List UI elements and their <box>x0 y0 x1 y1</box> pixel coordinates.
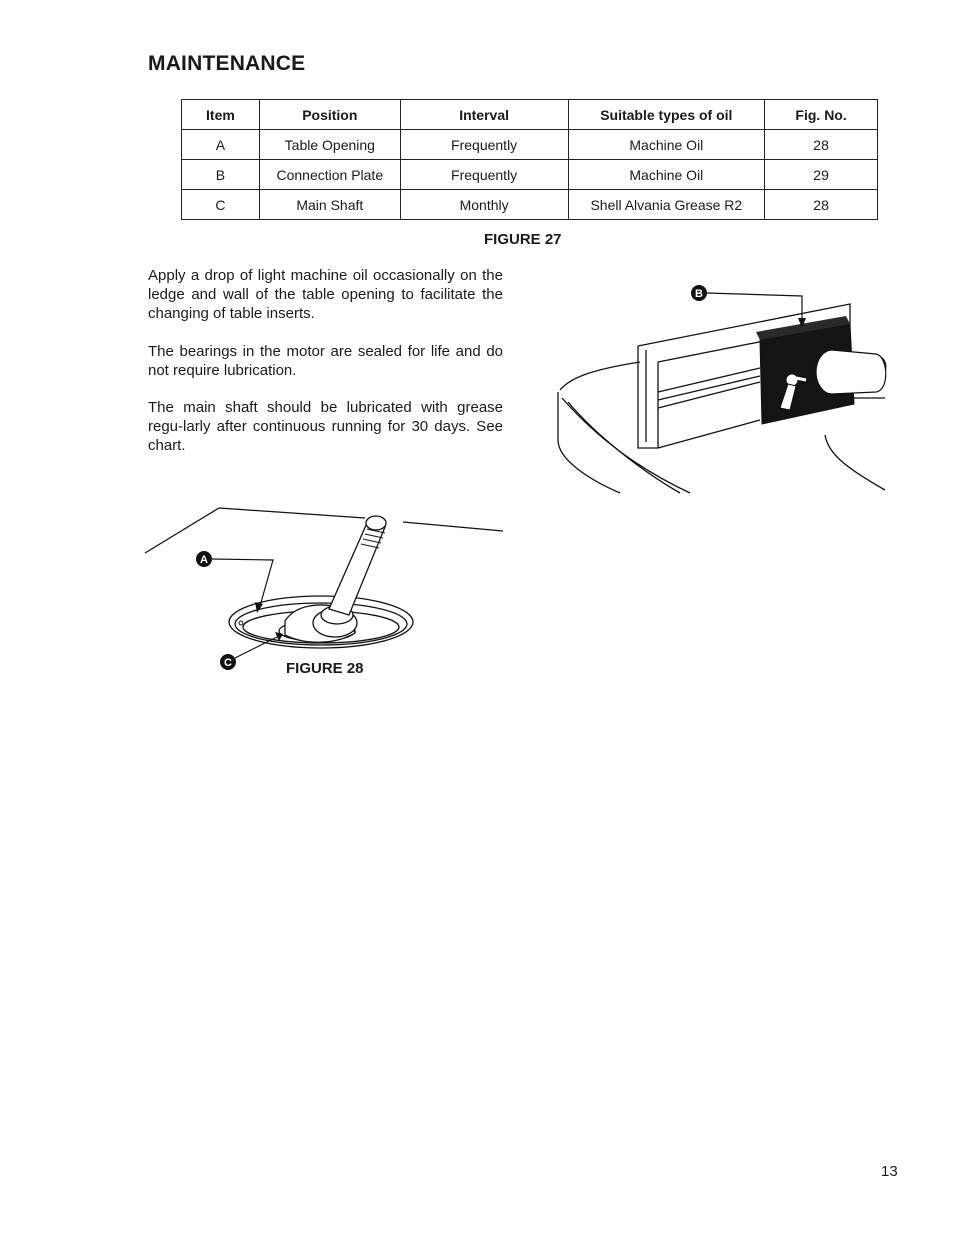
cell-fig-no: 28 <box>765 130 878 160</box>
cell-interval: Monthly <box>400 190 568 220</box>
cell-item: B <box>182 160 260 190</box>
column-header-position: Position <box>259 100 400 130</box>
cell-interval: Frequently <box>400 130 568 160</box>
paragraph-main-shaft: The main shaft should be lubricated with grease regu-larly after continuous running for 30 days. See chart. <box>148 399 503 454</box>
cell-oil-type: Shell Alvania Grease R2 <box>568 190 765 220</box>
callout-c-label: C <box>224 657 232 669</box>
cell-interval: Frequently <box>400 160 568 190</box>
callout-a <box>194 550 284 616</box>
callout-b-label: B <box>695 288 703 300</box>
figure-28-caption: FIGURE 28 <box>286 660 364 677</box>
cell-item: A <box>182 130 260 160</box>
column-header-item: Item <box>182 100 260 130</box>
page-title: MAINTENANCE <box>148 52 306 75</box>
table-row <box>182 130 878 160</box>
figure-27-caption: FIGURE 27 <box>484 231 562 248</box>
table-row <box>182 160 878 190</box>
cell-position: Connection Plate <box>259 160 400 190</box>
cell-fig-no: 28 <box>765 190 878 220</box>
cell-oil-type: Machine Oil <box>568 130 765 160</box>
page-number: 13 <box>881 1163 898 1180</box>
cell-fig-no: 29 <box>765 160 878 190</box>
column-header-oil-type: Suitable types of oil <box>568 100 765 130</box>
column-header-interval: Interval <box>400 100 568 130</box>
cell-oil-type: Machine Oil <box>568 160 765 190</box>
lubrication-table <box>181 99 878 220</box>
column-header-fig-no: Fig. No. <box>765 100 878 130</box>
paragraph-table-opening: Apply a drop of light machine oil occasionally on the ledge and wall of the table opening to facilitate the changing of table inserts. <box>148 267 503 322</box>
paragraph-motor-bearings: The bearings in the motor are sealed for life and do not require lubrication. <box>148 343 503 379</box>
callout-a-label: A <box>200 554 208 566</box>
cell-position: Main Shaft <box>259 190 400 220</box>
cell-position: Table Opening <box>259 130 400 160</box>
cell-item: C <box>182 190 260 220</box>
table-row <box>182 190 878 220</box>
table-header-row <box>182 100 878 130</box>
callout-b <box>688 284 808 329</box>
callout-c <box>219 628 289 673</box>
